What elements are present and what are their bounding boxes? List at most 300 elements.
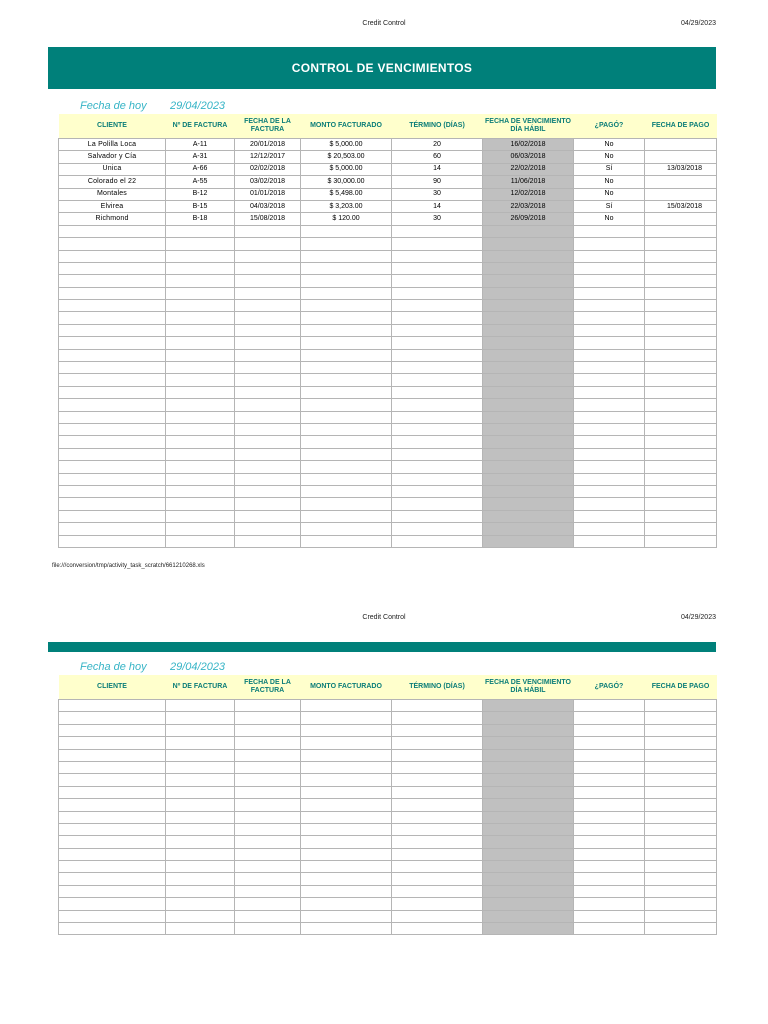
- amount-cell[interactable]: $ 5,000.00: [301, 163, 392, 175]
- due-date-cell[interactable]: [483, 799, 574, 811]
- term-days-cell[interactable]: [392, 337, 483, 349]
- invoice-number-cell[interactable]: [166, 523, 235, 535]
- term-days-cell[interactable]: [392, 473, 483, 485]
- paid-cell[interactable]: [574, 461, 645, 473]
- client-cell[interactable]: Colorado el 22: [59, 176, 166, 188]
- amount-cell[interactable]: [301, 498, 392, 510]
- term-days-cell[interactable]: [392, 287, 483, 299]
- invoice-date-cell[interactable]: [235, 461, 301, 473]
- term-days-cell[interactable]: [392, 250, 483, 262]
- paid-cell[interactable]: [574, 349, 645, 361]
- due-date-cell[interactable]: [483, 386, 574, 398]
- payment-date-cell[interactable]: [645, 510, 717, 522]
- paid-cell[interactable]: [574, 873, 645, 885]
- payment-date-cell[interactable]: [645, 188, 717, 200]
- payment-date-cell[interactable]: [645, 535, 717, 547]
- payment-date-cell[interactable]: [645, 349, 717, 361]
- amount-cell[interactable]: $ 30,000.00: [301, 176, 392, 188]
- paid-cell[interactable]: [574, 848, 645, 860]
- invoice-date-cell[interactable]: [235, 448, 301, 460]
- invoice-number-cell[interactable]: [166, 436, 235, 448]
- invoice-number-cell[interactable]: [166, 923, 235, 935]
- due-date-cell[interactable]: [483, 287, 574, 299]
- amount-cell[interactable]: [301, 836, 392, 848]
- client-cell[interactable]: [59, 799, 166, 811]
- invoice-number-cell[interactable]: [166, 485, 235, 497]
- invoice-number-cell[interactable]: [166, 811, 235, 823]
- amount-cell[interactable]: $ 20,503.00: [301, 151, 392, 163]
- paid-cell[interactable]: [574, 910, 645, 922]
- invoice-date-cell[interactable]: [235, 848, 301, 860]
- term-days-cell[interactable]: 30: [392, 213, 483, 225]
- term-days-cell[interactable]: [392, 910, 483, 922]
- term-days-cell[interactable]: 90: [392, 176, 483, 188]
- payment-date-cell[interactable]: [645, 498, 717, 510]
- payment-date-cell[interactable]: [645, 386, 717, 398]
- client-cell[interactable]: [59, 238, 166, 250]
- due-date-cell[interactable]: [483, 836, 574, 848]
- due-date-cell[interactable]: 12/02/2018: [483, 188, 574, 200]
- invoice-number-cell[interactable]: [166, 712, 235, 724]
- invoice-number-cell[interactable]: [166, 300, 235, 312]
- invoice-date-cell[interactable]: [235, 225, 301, 237]
- term-days-cell[interactable]: [392, 300, 483, 312]
- term-days-cell[interactable]: [392, 712, 483, 724]
- invoice-date-cell[interactable]: [235, 300, 301, 312]
- paid-cell[interactable]: [574, 898, 645, 910]
- invoice-number-cell[interactable]: [166, 737, 235, 749]
- payment-date-cell[interactable]: [645, 139, 717, 151]
- invoice-number-cell[interactable]: B-18: [166, 213, 235, 225]
- invoice-number-cell[interactable]: [166, 225, 235, 237]
- invoice-date-cell[interactable]: [235, 724, 301, 736]
- invoice-number-cell[interactable]: B-12: [166, 188, 235, 200]
- due-date-cell[interactable]: [483, 312, 574, 324]
- invoice-date-cell[interactable]: [235, 774, 301, 786]
- paid-cell[interactable]: [574, 823, 645, 835]
- invoice-date-cell[interactable]: 02/02/2018: [235, 163, 301, 175]
- term-days-cell[interactable]: [392, 737, 483, 749]
- client-cell[interactable]: [59, 300, 166, 312]
- amount-cell[interactable]: [301, 386, 392, 398]
- invoice-date-cell[interactable]: [235, 485, 301, 497]
- term-days-cell[interactable]: [392, 848, 483, 860]
- client-cell[interactable]: [59, 287, 166, 299]
- client-cell[interactable]: [59, 774, 166, 786]
- invoice-date-cell[interactable]: 03/02/2018: [235, 176, 301, 188]
- client-cell[interactable]: [59, 485, 166, 497]
- client-cell[interactable]: [59, 700, 166, 712]
- payment-date-cell[interactable]: [645, 836, 717, 848]
- payment-date-cell[interactable]: [645, 225, 717, 237]
- client-cell[interactable]: [59, 399, 166, 411]
- paid-cell[interactable]: [574, 737, 645, 749]
- invoice-number-cell[interactable]: [166, 386, 235, 398]
- invoice-date-cell[interactable]: [235, 337, 301, 349]
- term-days-cell[interactable]: [392, 836, 483, 848]
- amount-cell[interactable]: [301, 774, 392, 786]
- amount-cell[interactable]: [301, 337, 392, 349]
- amount-cell[interactable]: [301, 399, 392, 411]
- client-cell[interactable]: [59, 312, 166, 324]
- client-cell[interactable]: [59, 712, 166, 724]
- amount-cell[interactable]: [301, 324, 392, 336]
- due-date-cell[interactable]: [483, 436, 574, 448]
- due-date-cell[interactable]: 22/02/2018: [483, 163, 574, 175]
- paid-cell[interactable]: [574, 724, 645, 736]
- due-date-cell[interactable]: [483, 823, 574, 835]
- due-date-cell[interactable]: 06/03/2018: [483, 151, 574, 163]
- due-date-cell[interactable]: [483, 724, 574, 736]
- due-date-cell[interactable]: 26/09/2018: [483, 213, 574, 225]
- term-days-cell[interactable]: [392, 324, 483, 336]
- payment-date-cell[interactable]: [645, 151, 717, 163]
- term-days-cell[interactable]: [392, 374, 483, 386]
- paid-cell[interactable]: No: [574, 151, 645, 163]
- amount-cell[interactable]: [301, 238, 392, 250]
- invoice-date-cell[interactable]: [235, 312, 301, 324]
- invoice-date-cell[interactable]: [235, 374, 301, 386]
- amount-cell[interactable]: [301, 873, 392, 885]
- invoice-date-cell[interactable]: [235, 262, 301, 274]
- invoice-number-cell[interactable]: [166, 898, 235, 910]
- amount-cell[interactable]: [301, 349, 392, 361]
- invoice-date-cell[interactable]: [235, 498, 301, 510]
- invoice-number-cell[interactable]: [166, 498, 235, 510]
- due-date-cell[interactable]: [483, 485, 574, 497]
- invoice-number-cell[interactable]: [166, 461, 235, 473]
- paid-cell[interactable]: [574, 510, 645, 522]
- amount-cell[interactable]: [301, 923, 392, 935]
- term-days-cell[interactable]: [392, 898, 483, 910]
- payment-date-cell[interactable]: [645, 262, 717, 274]
- payment-date-cell[interactable]: [645, 300, 717, 312]
- term-days-cell[interactable]: [392, 349, 483, 361]
- term-days-cell[interactable]: [392, 312, 483, 324]
- term-days-cell[interactable]: [392, 411, 483, 423]
- payment-date-cell[interactable]: [645, 485, 717, 497]
- invoice-number-cell[interactable]: [166, 238, 235, 250]
- client-cell[interactable]: [59, 898, 166, 910]
- term-days-cell[interactable]: [392, 873, 483, 885]
- invoice-date-cell[interactable]: [235, 250, 301, 262]
- paid-cell[interactable]: No: [574, 213, 645, 225]
- term-days-cell[interactable]: [392, 423, 483, 435]
- client-cell[interactable]: [59, 498, 166, 510]
- amount-cell[interactable]: [301, 823, 392, 835]
- payment-date-cell[interactable]: [645, 312, 717, 324]
- due-date-cell[interactable]: 11/06/2018: [483, 176, 574, 188]
- amount-cell[interactable]: [301, 786, 392, 798]
- client-cell[interactable]: [59, 349, 166, 361]
- due-date-cell[interactable]: 16/02/2018: [483, 139, 574, 151]
- amount-cell[interactable]: [301, 225, 392, 237]
- client-cell[interactable]: [59, 910, 166, 922]
- amount-cell[interactable]: $ 5,000.00: [301, 139, 392, 151]
- invoice-date-cell[interactable]: [235, 786, 301, 798]
- amount-cell[interactable]: [301, 724, 392, 736]
- term-days-cell[interactable]: 14: [392, 200, 483, 212]
- amount-cell[interactable]: [301, 510, 392, 522]
- amount-cell[interactable]: [301, 485, 392, 497]
- invoice-number-cell[interactable]: [166, 873, 235, 885]
- paid-cell[interactable]: [574, 498, 645, 510]
- due-date-cell[interactable]: [483, 848, 574, 860]
- client-cell[interactable]: [59, 510, 166, 522]
- term-days-cell[interactable]: 30: [392, 188, 483, 200]
- paid-cell[interactable]: [574, 811, 645, 823]
- amount-cell[interactable]: [301, 448, 392, 460]
- paid-cell[interactable]: [574, 712, 645, 724]
- invoice-date-cell[interactable]: [235, 238, 301, 250]
- due-date-cell[interactable]: [483, 448, 574, 460]
- amount-cell[interactable]: [301, 523, 392, 535]
- paid-cell[interactable]: [574, 374, 645, 386]
- payment-date-cell[interactable]: [645, 861, 717, 873]
- payment-date-cell[interactable]: [645, 749, 717, 761]
- invoice-date-cell[interactable]: [235, 436, 301, 448]
- payment-date-cell[interactable]: [645, 436, 717, 448]
- term-days-cell[interactable]: 60: [392, 151, 483, 163]
- paid-cell[interactable]: [574, 774, 645, 786]
- amount-cell[interactable]: [301, 423, 392, 435]
- invoice-number-cell[interactable]: A-31: [166, 151, 235, 163]
- invoice-date-cell[interactable]: [235, 362, 301, 374]
- term-days-cell[interactable]: [392, 386, 483, 398]
- paid-cell[interactable]: [574, 300, 645, 312]
- paid-cell[interactable]: [574, 250, 645, 262]
- client-cell[interactable]: [59, 411, 166, 423]
- term-days-cell[interactable]: [392, 436, 483, 448]
- invoice-date-cell[interactable]: [235, 423, 301, 435]
- due-date-cell[interactable]: [483, 337, 574, 349]
- amount-cell[interactable]: [301, 737, 392, 749]
- term-days-cell[interactable]: [392, 275, 483, 287]
- term-days-cell[interactable]: [392, 225, 483, 237]
- due-date-cell[interactable]: [483, 423, 574, 435]
- invoice-date-cell[interactable]: [235, 885, 301, 897]
- term-days-cell[interactable]: [392, 238, 483, 250]
- due-date-cell[interactable]: [483, 461, 574, 473]
- client-cell[interactable]: [59, 461, 166, 473]
- amount-cell[interactable]: $ 120.00: [301, 213, 392, 225]
- invoice-number-cell[interactable]: [166, 910, 235, 922]
- invoice-number-cell[interactable]: B-15: [166, 200, 235, 212]
- paid-cell[interactable]: No: [574, 188, 645, 200]
- payment-date-cell[interactable]: [645, 362, 717, 374]
- amount-cell[interactable]: [301, 250, 392, 262]
- paid-cell[interactable]: [574, 749, 645, 761]
- term-days-cell[interactable]: [392, 774, 483, 786]
- invoice-date-cell[interactable]: [235, 411, 301, 423]
- paid-cell[interactable]: [574, 761, 645, 773]
- invoice-number-cell[interactable]: [166, 287, 235, 299]
- client-cell[interactable]: [59, 374, 166, 386]
- term-days-cell[interactable]: [392, 535, 483, 547]
- payment-date-cell[interactable]: [645, 337, 717, 349]
- due-date-cell[interactable]: [483, 873, 574, 885]
- term-days-cell[interactable]: [392, 724, 483, 736]
- term-days-cell[interactable]: 20: [392, 139, 483, 151]
- payment-date-cell[interactable]: 15/03/2018: [645, 200, 717, 212]
- amount-cell[interactable]: [301, 287, 392, 299]
- paid-cell[interactable]: [574, 225, 645, 237]
- invoice-date-cell[interactable]: 12/12/2017: [235, 151, 301, 163]
- invoice-date-cell[interactable]: [235, 473, 301, 485]
- paid-cell[interactable]: [574, 523, 645, 535]
- invoice-number-cell[interactable]: [166, 861, 235, 873]
- amount-cell[interactable]: [301, 436, 392, 448]
- invoice-number-cell[interactable]: A-66: [166, 163, 235, 175]
- due-date-cell[interactable]: [483, 700, 574, 712]
- amount-cell[interactable]: [301, 799, 392, 811]
- invoice-number-cell[interactable]: [166, 349, 235, 361]
- invoice-number-cell[interactable]: [166, 786, 235, 798]
- client-cell[interactable]: [59, 737, 166, 749]
- term-days-cell[interactable]: [392, 461, 483, 473]
- invoice-date-cell[interactable]: 04/03/2018: [235, 200, 301, 212]
- amount-cell[interactable]: [301, 811, 392, 823]
- client-cell[interactable]: Montales: [59, 188, 166, 200]
- invoice-date-cell[interactable]: [235, 799, 301, 811]
- payment-date-cell[interactable]: [645, 250, 717, 262]
- client-cell[interactable]: [59, 786, 166, 798]
- term-days-cell[interactable]: [392, 523, 483, 535]
- invoice-date-cell[interactable]: [235, 761, 301, 773]
- due-date-cell[interactable]: [483, 250, 574, 262]
- paid-cell[interactable]: [574, 337, 645, 349]
- amount-cell[interactable]: $ 3,203.00: [301, 200, 392, 212]
- invoice-number-cell[interactable]: [166, 885, 235, 897]
- paid-cell[interactable]: [574, 799, 645, 811]
- invoice-number-cell[interactable]: [166, 362, 235, 374]
- paid-cell[interactable]: [574, 411, 645, 423]
- due-date-cell[interactable]: [483, 374, 574, 386]
- amount-cell[interactable]: [301, 300, 392, 312]
- paid-cell[interactable]: [574, 535, 645, 547]
- paid-cell[interactable]: [574, 287, 645, 299]
- due-date-cell[interactable]: [483, 749, 574, 761]
- invoice-number-cell[interactable]: [166, 374, 235, 386]
- amount-cell[interactable]: [301, 910, 392, 922]
- payment-date-cell[interactable]: [645, 399, 717, 411]
- invoice-number-cell[interactable]: A-11: [166, 139, 235, 151]
- payment-date-cell[interactable]: [645, 238, 717, 250]
- payment-date-cell[interactable]: [645, 811, 717, 823]
- client-cell[interactable]: [59, 724, 166, 736]
- due-date-cell[interactable]: [483, 910, 574, 922]
- due-date-cell[interactable]: [483, 761, 574, 773]
- invoice-number-cell[interactable]: [166, 774, 235, 786]
- client-cell[interactable]: Salvador y Cía: [59, 151, 166, 163]
- amount-cell[interactable]: [301, 749, 392, 761]
- invoice-date-cell[interactable]: 15/08/2018: [235, 213, 301, 225]
- due-date-cell[interactable]: [483, 535, 574, 547]
- client-cell[interactable]: [59, 275, 166, 287]
- paid-cell[interactable]: No: [574, 139, 645, 151]
- client-cell[interactable]: [59, 523, 166, 535]
- term-days-cell[interactable]: 14: [392, 163, 483, 175]
- invoice-number-cell[interactable]: [166, 262, 235, 274]
- payment-date-cell[interactable]: [645, 213, 717, 225]
- payment-date-cell[interactable]: [645, 700, 717, 712]
- payment-date-cell[interactable]: [645, 287, 717, 299]
- term-days-cell[interactable]: [392, 399, 483, 411]
- invoice-number-cell[interactable]: [166, 510, 235, 522]
- client-cell[interactable]: [59, 362, 166, 374]
- invoice-number-cell[interactable]: [166, 312, 235, 324]
- due-date-cell[interactable]: [483, 898, 574, 910]
- due-date-cell[interactable]: [483, 238, 574, 250]
- payment-date-cell[interactable]: [645, 523, 717, 535]
- client-cell[interactable]: [59, 873, 166, 885]
- invoice-date-cell[interactable]: 01/01/2018: [235, 188, 301, 200]
- invoice-date-cell[interactable]: [235, 836, 301, 848]
- invoice-date-cell[interactable]: [235, 275, 301, 287]
- payment-date-cell[interactable]: [645, 411, 717, 423]
- client-cell[interactable]: [59, 448, 166, 460]
- client-cell[interactable]: [59, 811, 166, 823]
- paid-cell[interactable]: [574, 324, 645, 336]
- client-cell[interactable]: La Polilla Loca: [59, 139, 166, 151]
- due-date-cell[interactable]: [483, 811, 574, 823]
- paid-cell[interactable]: [574, 386, 645, 398]
- paid-cell[interactable]: [574, 275, 645, 287]
- client-cell[interactable]: [59, 262, 166, 274]
- payment-date-cell[interactable]: 13/03/2018: [645, 163, 717, 175]
- term-days-cell[interactable]: [392, 485, 483, 497]
- client-cell[interactable]: [59, 250, 166, 262]
- due-date-cell[interactable]: [483, 885, 574, 897]
- payment-date-cell[interactable]: [645, 176, 717, 188]
- payment-date-cell[interactable]: [645, 774, 717, 786]
- term-days-cell[interactable]: [392, 700, 483, 712]
- client-cell[interactable]: [59, 473, 166, 485]
- paid-cell[interactable]: No: [574, 176, 645, 188]
- client-cell[interactable]: [59, 386, 166, 398]
- paid-cell[interactable]: [574, 312, 645, 324]
- invoice-number-cell[interactable]: [166, 700, 235, 712]
- client-cell[interactable]: [59, 749, 166, 761]
- due-date-cell[interactable]: [483, 225, 574, 237]
- amount-cell[interactable]: [301, 885, 392, 897]
- client-cell[interactable]: [59, 861, 166, 873]
- payment-date-cell[interactable]: [645, 898, 717, 910]
- invoice-date-cell[interactable]: [235, 823, 301, 835]
- invoice-date-cell[interactable]: [235, 349, 301, 361]
- invoice-date-cell[interactable]: [235, 737, 301, 749]
- client-cell[interactable]: [59, 337, 166, 349]
- due-date-cell[interactable]: [483, 324, 574, 336]
- term-days-cell[interactable]: [392, 510, 483, 522]
- due-date-cell[interactable]: [483, 473, 574, 485]
- paid-cell[interactable]: [574, 923, 645, 935]
- payment-date-cell[interactable]: [645, 910, 717, 922]
- amount-cell[interactable]: [301, 848, 392, 860]
- amount-cell[interactable]: [301, 712, 392, 724]
- term-days-cell[interactable]: [392, 498, 483, 510]
- invoice-date-cell[interactable]: [235, 510, 301, 522]
- invoice-number-cell[interactable]: [166, 250, 235, 262]
- client-cell[interactable]: [59, 823, 166, 835]
- paid-cell[interactable]: Sí: [574, 163, 645, 175]
- amount-cell[interactable]: [301, 262, 392, 274]
- term-days-cell[interactable]: [392, 923, 483, 935]
- payment-date-cell[interactable]: [645, 786, 717, 798]
- invoice-number-cell[interactable]: [166, 823, 235, 835]
- payment-date-cell[interactable]: [645, 799, 717, 811]
- invoice-number-cell[interactable]: [166, 836, 235, 848]
